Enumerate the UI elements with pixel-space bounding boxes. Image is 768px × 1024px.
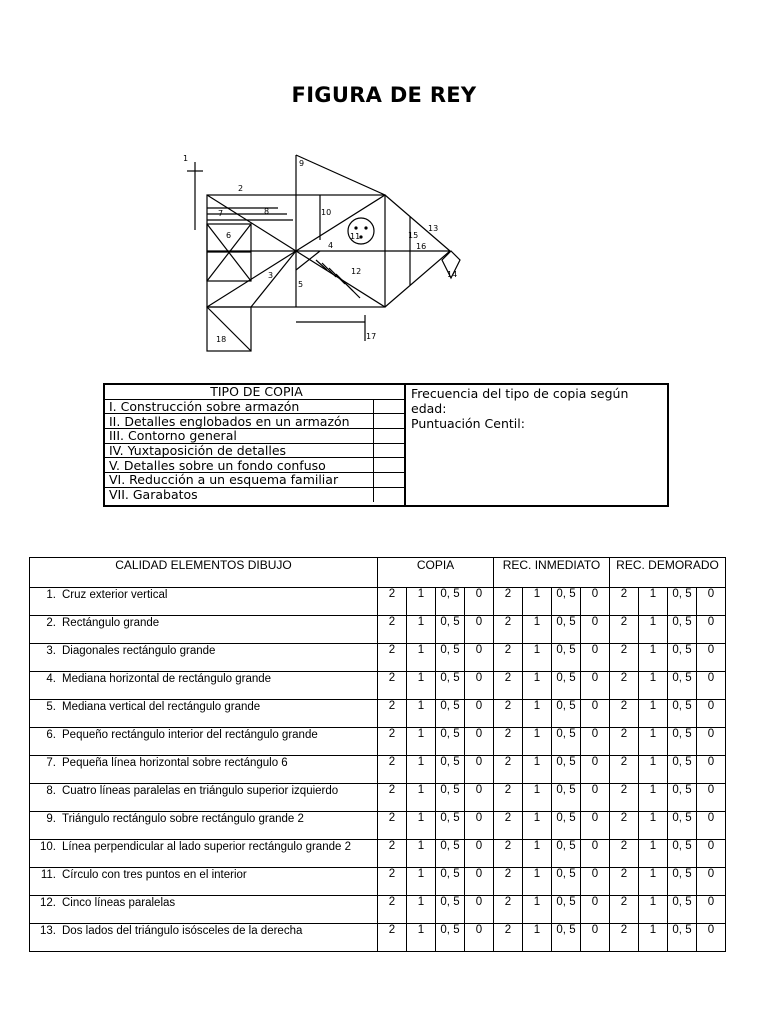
tipo-copia-item: VI. Reducción a un esquema familiar [105,473,374,488]
score-cell[interactable]: 2 [610,728,639,756]
score-cell[interactable]: 0 [581,896,610,924]
score-cell[interactable]: 0, 5 [552,644,581,672]
figure-label-18: 18 [216,335,227,344]
score-cell[interactable]: 1 [639,672,668,700]
score-cell[interactable]: 0, 5 [668,644,697,672]
score-cell[interactable]: 0, 5 [552,616,581,644]
tipo-copia-box [103,383,669,507]
score-cell[interactable]: 2 [494,868,523,896]
item-number: 10. [40,841,56,853]
score-cell[interactable]: 1 [523,840,552,868]
item-number: 8. [46,785,56,797]
score-cell[interactable]: 0, 5 [552,840,581,868]
tipo-copia-checkbox[interactable] [374,473,405,488]
figure-label-12: 12 [351,267,362,276]
score-cell[interactable]: 2 [378,728,407,756]
item-cell [30,756,378,784]
score-cell[interactable]: 1 [523,588,552,616]
score-cell[interactable]: 0 [465,672,494,700]
score-cell[interactable]: 1 [523,756,552,784]
score-cell[interactable]: 1 [523,868,552,896]
figure-label-4: 4 [328,241,334,250]
score-cell[interactable]: 2 [378,784,407,812]
score-cell[interactable]: 2 [494,644,523,672]
score-cell[interactable]: 2 [494,924,523,952]
score-cell[interactable]: 1 [523,728,552,756]
figure-label-5: 5 [298,280,304,289]
score-cell[interactable]: 0 [465,812,494,840]
score-cell[interactable]: 1 [407,868,436,896]
score-cell[interactable]: 1 [523,672,552,700]
score-cell[interactable]: 0 [581,616,610,644]
score-cell[interactable]: 0 [697,896,726,924]
score-cell[interactable]: 0 [465,728,494,756]
figure-label-9: 9 [299,159,305,168]
item-number: 7. [46,757,56,769]
page-title: FIGURA DE REY [291,83,477,107]
score-cell[interactable]: 2 [494,700,523,728]
score-cell[interactable]: 0, 5 [668,588,697,616]
item-text: Cinco líneas paralelas [62,897,176,909]
item-text: Pequeño rectángulo interior del rectángulo grande [62,729,318,741]
score-cell[interactable]: 0 [465,700,494,728]
figure-label-10: 10 [321,208,332,217]
score-cell[interactable]: 0, 5 [436,812,465,840]
score-cell[interactable]: 0 [697,868,726,896]
score-cell[interactable]: 0, 5 [436,868,465,896]
score-cell[interactable]: 0, 5 [552,896,581,924]
figure-label-2: 2 [238,184,244,193]
frecuencia-label: Frecuencia del tipo de copia según [411,386,629,401]
score-cell[interactable]: 0 [697,784,726,812]
score-cell[interactable]: 0, 5 [668,672,697,700]
rey-figure-drawing [180,150,480,360]
item-number: 1. [46,589,56,601]
item-number: 12. [40,897,56,909]
score-cell[interactable]: 1 [407,672,436,700]
figure-label-1: 1 [183,154,189,163]
score-cell[interactable]: 1 [639,616,668,644]
score-cell[interactable]: 0, 5 [668,616,697,644]
score-cell[interactable]: 0, 5 [552,756,581,784]
score-cell[interactable]: 1 [639,784,668,812]
score-cell[interactable]: 0, 5 [436,700,465,728]
table-row [30,616,726,644]
score-cell[interactable]: 1 [523,700,552,728]
table-row [30,728,726,756]
score-cell[interactable]: 0 [465,896,494,924]
score-cell[interactable]: 2 [378,840,407,868]
score-cell[interactable]: 2 [494,616,523,644]
score-cell[interactable]: 2 [378,896,407,924]
score-cell[interactable]: 0, 5 [436,672,465,700]
score-cell[interactable]: 0 [581,700,610,728]
score-cell[interactable]: 1 [407,784,436,812]
table-row [30,784,726,812]
score-cell[interactable]: 0 [465,924,494,952]
rec-demorado-header: REC. DEMORADO [610,558,726,588]
score-cell[interactable]: 1 [639,588,668,616]
figure-label-15: 15 [408,231,419,240]
tipo-copia-header: TIPO DE COPIA [105,385,404,399]
score-cell[interactable]: 0, 5 [436,644,465,672]
score-cell[interactable]: 0 [697,728,726,756]
score-cell[interactable]: 0, 5 [552,784,581,812]
tipo-copia-checkbox[interactable] [374,458,405,473]
item-number: 13. [40,925,56,937]
score-cell[interactable]: 1 [523,896,552,924]
figure-label-6: 6 [226,231,232,240]
score-cell[interactable]: 2 [378,924,407,952]
score-cell[interactable]: 0, 5 [436,728,465,756]
score-cell[interactable]: 0 [581,756,610,784]
score-cell[interactable]: 1 [523,812,552,840]
score-cell[interactable]: 0, 5 [552,728,581,756]
item-text: Línea perpendicular al lado superior rectángulo grande 2 [62,841,351,853]
score-cell[interactable]: 0 [697,756,726,784]
score-cell[interactable]: 2 [378,868,407,896]
score-cell[interactable]: 2 [494,672,523,700]
score-cell[interactable]: 0 [697,644,726,672]
table-row [30,840,726,868]
table-row [30,868,726,896]
item-cell [30,728,378,756]
item-cell [30,868,378,896]
table-row [30,896,726,924]
score-cell[interactable]: 0 [465,840,494,868]
tipo-copia-item: I. Construcción sobre armazón [105,399,374,414]
item-cell [30,672,378,700]
item-text: Diagonales rectángulo grande [62,645,216,657]
score-cell[interactable]: 0 [581,672,610,700]
score-cell[interactable]: 1 [407,616,436,644]
item-text: Círculo con tres puntos en el interior [62,869,247,881]
score-cell[interactable]: 0, 5 [668,840,697,868]
tipo-copia-item: IV. Yuxtaposición de detalles [105,443,374,458]
score-cell[interactable]: 1 [407,728,436,756]
figure-label-3: 3 [268,271,274,280]
score-cell[interactable]: 0 [581,812,610,840]
score-cell[interactable]: 2 [378,812,407,840]
rec-inmediato-header: REC. INMEDIATO [494,558,610,588]
score-cell[interactable]: 1 [523,924,552,952]
score-cell[interactable]: 2 [610,588,639,616]
score-cell[interactable]: 2 [378,756,407,784]
score-cell[interactable]: 2 [610,840,639,868]
score-cell[interactable]: 0, 5 [436,896,465,924]
tipo-copia-checkbox[interactable] [374,414,405,429]
score-cell[interactable]: 1 [407,700,436,728]
score-cell[interactable]: 0 [465,784,494,812]
item-cell [30,588,378,616]
tipo-copia-checkbox[interactable] [374,429,405,444]
score-cell[interactable]: 2 [494,896,523,924]
item-number: 6. [46,729,56,741]
score-cell[interactable]: 2 [378,672,407,700]
item-number: 3. [46,645,56,657]
score-cell[interactable]: 2 [494,812,523,840]
score-cell[interactable]: 0, 5 [668,784,697,812]
score-cell[interactable]: 1 [639,728,668,756]
score-cell[interactable]: 1 [639,756,668,784]
score-cell[interactable]: 1 [639,812,668,840]
score-cell[interactable]: 2 [610,644,639,672]
item-cell [30,700,378,728]
tipo-copia-table [105,385,404,502]
tipo-copia-item: III. Contorno general [105,429,374,444]
score-cell[interactable]: 0, 5 [436,616,465,644]
figure-label-16: 16 [416,242,427,251]
score-cell[interactable]: 1 [407,756,436,784]
table-row [30,756,726,784]
item-cell [30,840,378,868]
score-cell[interactable]: 1 [523,644,552,672]
table-row [30,924,726,952]
score-cell[interactable]: 0, 5 [436,840,465,868]
item-cell [30,784,378,812]
score-cell[interactable]: 0 [465,616,494,644]
item-text: Pequeña línea horizontal sobre rectángulo 6 [62,757,288,769]
score-cell[interactable]: 0 [697,672,726,700]
item-cell [30,644,378,672]
score-cell[interactable]: 0 [581,644,610,672]
tipo-copia-checkbox[interactable] [374,399,405,414]
score-cell[interactable]: 0, 5 [436,588,465,616]
frecuencia-panel [411,386,661,431]
score-cell[interactable]: 0 [465,644,494,672]
score-cell[interactable]: 0 [697,840,726,868]
score-cell[interactable]: 2 [494,756,523,784]
score-cell[interactable]: 2 [378,644,407,672]
figure-label-17: 17 [366,332,377,341]
score-cell[interactable]: 2 [610,700,639,728]
calidad-table [29,557,726,952]
score-cell[interactable]: 1 [639,840,668,868]
item-text: Cuatro líneas paralelas en triángulo superior izquierdo [62,785,339,797]
copia-header: COPIA [378,558,494,588]
tipo-copia-item: II. Detalles englobados en un armazón [105,414,374,429]
score-cell[interactable]: 0, 5 [552,868,581,896]
score-cell[interactable]: 0 [465,868,494,896]
item-text: Triángulo rectángulo sobre rectángulo grande 2 [62,813,304,825]
item-number: 4. [46,673,56,685]
score-cell[interactable]: 1 [407,588,436,616]
item-text: Dos lados del triángulo isósceles de la derecha [62,925,303,937]
score-cell[interactable]: 0, 5 [668,728,697,756]
score-cell[interactable]: 1 [639,924,668,952]
score-cell[interactable]: 0, 5 [552,812,581,840]
score-cell[interactable]: 0 [581,868,610,896]
score-cell[interactable]: 1 [523,784,552,812]
score-cell[interactable]: 0 [581,728,610,756]
score-cell[interactable]: 0, 5 [552,924,581,952]
tipo-copia-checkbox[interactable] [374,443,405,458]
score-cell[interactable]: 2 [378,700,407,728]
score-cell[interactable]: 1 [407,812,436,840]
item-cell [30,896,378,924]
item-text: Cruz exterior vertical [62,589,168,601]
score-cell[interactable]: 2 [610,784,639,812]
score-cell[interactable]: 0, 5 [668,868,697,896]
tipo-copia-item: VII. Garabatos [105,487,374,501]
figure-label-13: 13 [428,224,439,233]
score-cell[interactable]: 0, 5 [668,756,697,784]
item-number: 5. [46,701,56,713]
score-cell[interactable]: 2 [494,840,523,868]
score-cell[interactable]: 0, 5 [668,700,697,728]
calidad-header: CALIDAD ELEMENTOS DIBUJO [30,558,378,588]
item-cell [30,924,378,952]
item-text: Mediana horizontal de rectángulo grande [62,673,272,685]
score-cell[interactable]: 1 [639,868,668,896]
score-cell[interactable]: 0, 5 [436,924,465,952]
item-text: Rectángulo grande [62,617,160,629]
score-cell[interactable]: 2 [610,868,639,896]
score-cell[interactable]: 2 [378,616,407,644]
score-cell[interactable]: 0 [697,588,726,616]
score-cell[interactable]: 0 [465,588,494,616]
score-cell[interactable]: 2 [610,812,639,840]
score-cell[interactable]: 0 [697,812,726,840]
score-cell[interactable]: 0, 5 [436,756,465,784]
score-cell[interactable]: 0 [697,924,726,952]
tipo-copia-checkbox[interactable] [374,487,405,501]
score-cell[interactable]: 2 [610,672,639,700]
score-cell[interactable]: 2 [494,588,523,616]
score-cell[interactable]: 0, 5 [668,924,697,952]
score-cell[interactable]: 0, 5 [552,588,581,616]
score-cell[interactable]: 1 [639,644,668,672]
score-cell[interactable]: 0 [581,784,610,812]
score-cell[interactable]: 2 [610,616,639,644]
table-row [30,700,726,728]
score-cell[interactable]: 0, 5 [668,812,697,840]
table-row [30,588,726,616]
score-cell[interactable]: 0 [697,616,726,644]
score-cell[interactable]: 1 [407,896,436,924]
table-row [30,672,726,700]
edad-label: edad: [411,401,447,416]
item-number: 2. [46,617,56,629]
item-cell [30,812,378,840]
figure-label-11: 11 [350,232,361,241]
score-cell[interactable]: 0, 5 [436,784,465,812]
tipo-copia-item: V. Detalles sobre un fondo confuso [105,458,374,473]
tipo-copia-list [105,385,406,505]
score-cell[interactable]: 2 [610,756,639,784]
score-cell[interactable]: 0 [581,924,610,952]
score-cell[interactable]: 1 [407,840,436,868]
item-text: Mediana vertical del rectángulo grande [62,701,261,713]
score-cell[interactable]: 0, 5 [668,896,697,924]
score-cell[interactable]: 2 [494,728,523,756]
score-cell[interactable]: 1 [523,616,552,644]
figure-label-14: 14 [447,270,458,279]
score-cell[interactable]: 2 [610,896,639,924]
item-number: 11. [40,869,56,881]
score-cell[interactable]: 1 [639,700,668,728]
score-cell[interactable]: 1 [407,644,436,672]
score-cell[interactable]: 2 [610,924,639,952]
score-cell[interactable]: 0 [581,588,610,616]
score-cell[interactable]: 2 [494,784,523,812]
figure-label-7: 7 [218,209,224,218]
score-cell[interactable]: 1 [407,924,436,952]
score-cell[interactable]: 2 [378,588,407,616]
table-row [30,812,726,840]
item-cell [30,616,378,644]
puntuacion-centil-label: Puntuación Centil: [411,416,525,431]
score-cell[interactable]: 0 [581,840,610,868]
score-cell[interactable]: 0 [465,756,494,784]
score-cell[interactable]: 0 [697,700,726,728]
figure-label-8: 8 [264,207,270,216]
table-row [30,644,726,672]
score-cell[interactable]: 0, 5 [552,700,581,728]
score-cell[interactable]: 0, 5 [552,672,581,700]
score-cell[interactable]: 1 [639,896,668,924]
item-number: 9. [46,813,56,825]
